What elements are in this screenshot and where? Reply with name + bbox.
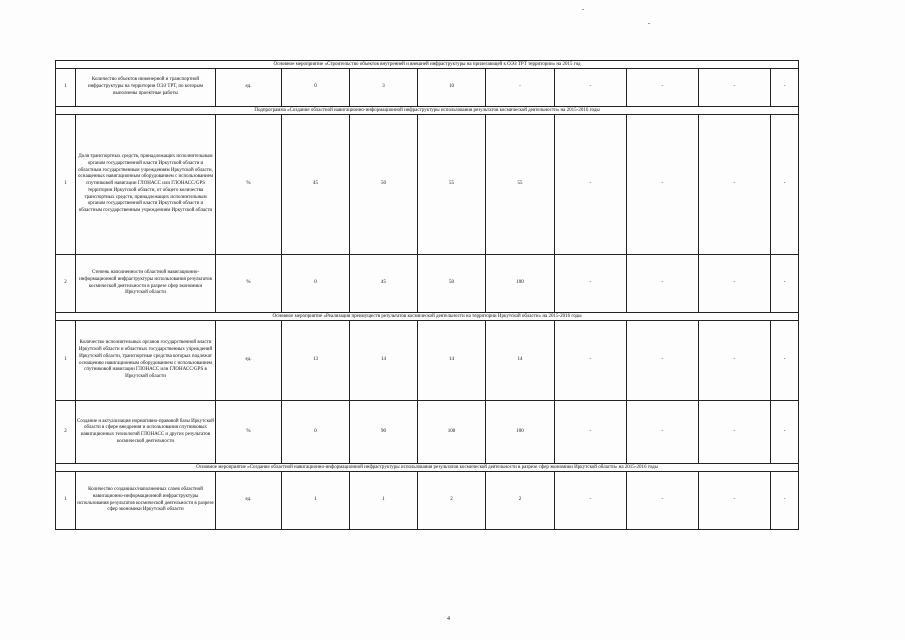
value-cell: - — [699, 69, 771, 107]
value-cell: 100 — [486, 255, 555, 313]
value-cell: 1 — [282, 472, 350, 530]
table-row — [56, 321, 799, 401]
value-cell: - — [627, 472, 699, 530]
table-row — [56, 69, 799, 107]
value-cell: 2 — [418, 472, 486, 530]
scan-speck — [648, 23, 650, 24]
value-cell: - — [555, 69, 627, 107]
page-number: 4 — [447, 616, 450, 622]
value-cell: - — [555, 472, 627, 530]
value-cell: - — [555, 255, 627, 313]
value-cell: 100 — [418, 401, 486, 464]
value-cell: 55 — [418, 115, 486, 255]
value-cell: - — [555, 321, 627, 401]
section-title: Основное мероприятие «Реализация преимуществ результатов космической деятельности на территории Иркутской области» на 2015-2016 годы — [56, 313, 799, 321]
row-number-cell: 1 — [56, 115, 76, 255]
value-cell: 13 — [282, 321, 350, 401]
value-cell: - — [627, 69, 699, 107]
value-cell: - — [627, 321, 699, 401]
unit-cell: ед. — [216, 472, 282, 530]
indicator-name-cell: Количество созданных/наполненных слоев областной навигационно-информационной инфраструктуры использования результатов космической деятельности в разрезе сфер экономики Иркутской области — [76, 472, 216, 530]
value-cell: - — [771, 401, 799, 464]
unit-cell: ед. — [216, 321, 282, 401]
value-cell: - — [699, 401, 771, 464]
value-cell: 14 — [418, 321, 486, 401]
value-cell: 10 — [418, 69, 486, 107]
value-cell: - — [627, 255, 699, 313]
value-cell: - — [771, 472, 799, 530]
section-header-row — [56, 61, 799, 69]
value-cell: 50 — [418, 255, 486, 313]
value-cell: 0 — [282, 401, 350, 464]
indicator-name-cell: Доля транспортных средств, принадлежащих исполнительным органам государственной власти Иркутской области и областным государственным учреждениям Иркутской области, оснащенных навигационным оборудованием с использованием спутниковой навигации ГЛОНАСС или ГЛОНАСС/GPS территории Иркутской области, от общего количества транспортных средств, принадлежащих исполнительным органам государственной власти Иркутской области и областным государственным учреждениям Иркутской области — [76, 115, 216, 255]
section-header-row — [56, 313, 799, 321]
indicator-name-cell: Степень наполненности областной навигационно-информационной инфраструктуры использования результатов космической деятельности в разрезе сфер экономики Иркутской области — [76, 255, 216, 313]
value-cell: 90 — [350, 401, 418, 464]
row-number-cell: 1 — [56, 472, 76, 530]
row-number-cell: 1 — [56, 69, 76, 107]
value-cell: - — [699, 115, 771, 255]
value-cell: - — [486, 69, 555, 107]
value-cell: - — [771, 115, 799, 255]
value-cell: - — [555, 401, 627, 464]
section-header-row — [56, 107, 799, 115]
table-row — [56, 255, 799, 313]
value-cell: - — [627, 401, 699, 464]
scan-speck — [582, 9, 584, 10]
value-cell: 3 — [350, 69, 418, 107]
value-cell: - — [627, 115, 699, 255]
value-cell: 45 — [350, 255, 418, 313]
value-cell: - — [699, 321, 771, 401]
value-cell: 0 — [282, 69, 350, 107]
value-cell: 55 — [486, 115, 555, 255]
value-cell: 2 — [486, 472, 555, 530]
unit-cell: % — [216, 255, 282, 313]
value-cell: 45 — [282, 115, 350, 255]
row-number-cell: 2 — [56, 255, 76, 313]
indicator-name-cell: Количество исполнительных органов государственной власти Иркутской области и областных государственных учреждений Иркутской области, транспортные средства которых подлежат оснащению навигационным оборудованием с использованием спутниковой навигации ГЛОНАСС или ГЛОНАСС/GPS в Иркутской области — [76, 321, 216, 401]
value-cell: 14 — [350, 321, 418, 401]
indicators-table — [55, 60, 799, 530]
value-cell: - — [699, 472, 771, 530]
section-header-row — [56, 464, 799, 472]
value-cell: 0 — [282, 255, 350, 313]
value-cell: - — [771, 255, 799, 313]
value-cell: 50 — [350, 115, 418, 255]
row-number-cell: 1 — [56, 321, 76, 401]
unit-cell: % — [216, 115, 282, 255]
value-cell: 14 — [486, 321, 555, 401]
value-cell: - — [771, 321, 799, 401]
value-cell: 1 — [350, 472, 418, 530]
section-title: Основное мероприятие «Строительство объектов внутренней и внешней инфраструктуры на прилегающей к ОЭЗ ТРТ территории» на 2015 год — [56, 61, 799, 69]
indicator-name-cell: Создание и актуализация нормативно-правовой базы Иркутской области в сфере внедрения и использования спутниковых навигационных технологий ГЛОНАСС и других результатов космической деятельности — [76, 401, 216, 464]
row-number-cell: 2 — [56, 401, 76, 464]
section-title: Основное мероприятие «Создание областной навигационно-информационной инфраструктуры использования результатов космической деятельности в разрезе сфер экономики Иркутской области» на 2015-2016 годы — [56, 464, 799, 472]
value-cell: - — [555, 115, 627, 255]
value-cell: - — [699, 255, 771, 313]
indicator-name-cell: Количество объектов инженерной и транспортной инфраструктуры на территории ОЭЗ ТРТ, по которым выполнены проектные работы — [76, 69, 216, 107]
table-row — [56, 401, 799, 464]
table-row — [56, 472, 799, 530]
unit-cell: ед. — [216, 69, 282, 107]
table-row — [56, 115, 799, 255]
value-cell: - — [771, 69, 799, 107]
section-title: Подпрограмма «Создание областной навигационно-информационной инфраструктуры использования результатов космической деятельности» на 2015-2016 годы — [56, 107, 799, 115]
unit-cell: % — [216, 401, 282, 464]
value-cell: 100 — [486, 401, 555, 464]
